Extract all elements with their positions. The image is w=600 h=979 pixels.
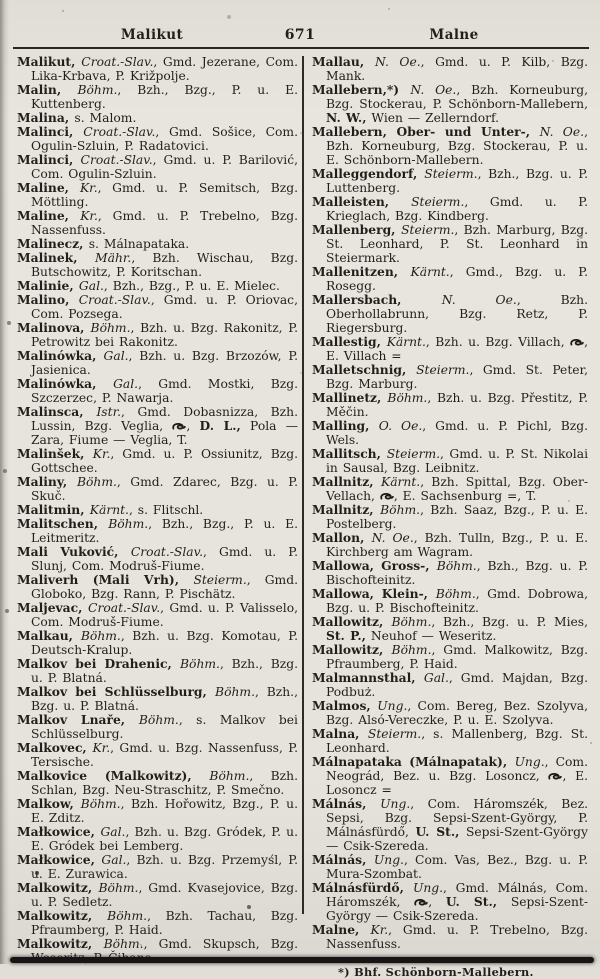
- entry-text: Ung.: [514, 755, 545, 769]
- gazetteer-entry: [312, 125, 588, 167]
- gazetteer-entry: [312, 293, 588, 335]
- gazetteer-entry: [17, 293, 298, 321]
- entry-text: Istr.: [96, 405, 121, 419]
- gazetteer-entry: [17, 657, 298, 685]
- gazetteer-entry: [17, 279, 298, 293]
- gazetteer-entry: [17, 321, 298, 349]
- entry-text: U. St.,: [415, 824, 460, 839]
- entry-text: Mallenberg,: [312, 222, 402, 237]
- entry-text: Malkovice (Malkowitz),: [17, 768, 210, 783]
- entry-text: Kr.: [92, 447, 111, 461]
- gazetteer-entry: [312, 335, 588, 363]
- right-column-entries: [312, 55, 588, 951]
- entry-text: Mallon,: [312, 530, 372, 545]
- gazetteer-entry: [312, 531, 588, 559]
- entry-text: Böhm.: [98, 881, 139, 895]
- entry-text: , Gmd. u. P. St. Nikolai in Sausal, Bzg. Leibnitz.: [326, 447, 588, 475]
- gazetteer-entry: [17, 685, 298, 713]
- gazetteer-entry: [312, 83, 588, 125]
- entry-text: Böhm.: [108, 517, 149, 531]
- scan-artifact-left-edge: [0, 0, 9, 964]
- entry-text: , Bzh., Bzg., P. u. E. Leitmeritz.: [31, 517, 298, 545]
- entry-text: Malitschen,: [17, 516, 109, 531]
- entry-text: , Gmd. u. P. Trebelno, Bzg. Nassenfuss.: [31, 209, 299, 237]
- entry-text: , Gmd. u. P. Kilb, Bzg. Mank.: [326, 55, 588, 83]
- entry-text: , Gmd. u. Bzg. Nassenfuss, P. Tersische.: [31, 741, 298, 769]
- right-column: [312, 55, 588, 979]
- entry-text: Malinci,: [17, 124, 84, 139]
- entry-text: U. St.,: [445, 894, 498, 909]
- entry-text: Mallowitz,: [312, 642, 392, 657]
- entry-text: Mallersbach,: [312, 292, 442, 307]
- gazetteer-entry: [17, 601, 298, 629]
- entry-text: Gal.: [100, 825, 126, 839]
- entry-text: Steierm.: [193, 573, 247, 587]
- entry-text: Malinova,: [17, 320, 91, 335]
- entry-text: Sepsi-Szent-György — Csik-Szereda.: [326, 895, 588, 923]
- entry-text: , Bzh. u. Bzg. Villach,: [425, 335, 571, 349]
- entry-text: Croat.-Slav.: [81, 55, 154, 69]
- header-rule: [13, 47, 589, 49]
- entry-text: Böhm.: [80, 629, 121, 643]
- entry-text: Mallebern, Ober- und Unter-,: [312, 124, 540, 139]
- entry-text: , Gmd. Zdarec, Bzg. u. P. Skuč.: [31, 475, 298, 503]
- entry-text: , Gmd. Malkowitz, Bzg. Pfraumberg, P. Haid.: [326, 643, 588, 671]
- entry-text: Steierm.: [411, 195, 465, 209]
- gazetteer-entry: [17, 55, 298, 83]
- entry-text: N. Oe.: [441, 293, 517, 307]
- entry-text: Malkov bei Drahenic,: [17, 656, 180, 671]
- entry-text: St. P.,: [326, 628, 366, 643]
- gazetteer-entry: [17, 797, 298, 825]
- entry-text: , Gmd. Skupsch, Bzg.: [143, 937, 298, 951]
- entry-text: Malikut,: [17, 54, 82, 69]
- entry-text: Kärnt.: [386, 335, 426, 349]
- gazetteer-entry: [312, 265, 588, 293]
- entry-text: Croat.-Slav.: [130, 545, 203, 559]
- entry-text: Böhm.: [215, 685, 255, 699]
- gazetteer-entry: [312, 223, 588, 265]
- page-number: 671: [284, 27, 316, 43]
- entry-text: Kärnt.: [410, 265, 450, 279]
- entry-text: Malkov Lnaře,: [17, 712, 139, 727]
- gazetteer-entry: [312, 559, 588, 587]
- entry-text: Malkau,: [17, 628, 81, 643]
- entry-text: Böhm.: [435, 587, 476, 601]
- entry-text: , Gmd. Sošice, Com. Ogulin-Szluin, P. Radatovici.: [31, 125, 298, 153]
- entry-text: Gal.: [101, 853, 127, 867]
- gazetteer-entry: [17, 503, 298, 517]
- entry-text: Malinówka,: [17, 348, 104, 363]
- gazetteer-entry: [17, 545, 298, 573]
- gazetteer-entry: [17, 573, 298, 601]
- gazetteer-entry: [312, 419, 588, 447]
- gazetteer-entry: [17, 181, 298, 209]
- entry-text: Böhm.: [107, 909, 148, 923]
- entry-text: Mallebern,*): [312, 82, 411, 97]
- entry-text: , Bzh. Hořowitz, Bzg., P. u. E. Zditz.: [31, 797, 298, 825]
- entry-text: Malkov bei Schlüsselburg,: [17, 684, 216, 699]
- entry-text: Malling,: [312, 418, 379, 433]
- entry-text: , Bzh., Bzg. u. P. Bischofteinitz.: [326, 559, 588, 587]
- entry-text: , Gmd. u. P. Valisselo, Com. Modruš-Fiume.: [31, 601, 299, 629]
- entry-text: Málnásfürdő,: [312, 880, 413, 895]
- entry-text: Neuhof — Weseritz.: [365, 629, 497, 643]
- entry-text: N. Oe.: [375, 55, 421, 69]
- posthorn-icon: [380, 492, 394, 501]
- entry-text: , Bzh. Spittal, Bzg. Ober-Vellach,: [326, 475, 588, 503]
- entry-text: D. L.,: [199, 418, 241, 433]
- entry-text: Malne,: [312, 922, 371, 937]
- header-catchword-right: Malne: [429, 27, 479, 43]
- entry-text: , Bzh., Bzg. u. P. Blatná.: [31, 685, 298, 713]
- column-divider: [302, 56, 304, 914]
- entry-text: Steierm.: [401, 223, 455, 237]
- entry-text: , Bzh. Schlan, Bzg. Neu-Straschitz, P. Smečno.: [31, 769, 298, 797]
- gazetteer-entry: [17, 447, 298, 475]
- entry-text: Maline,: [17, 208, 81, 223]
- entry-text: , Gmd. u. P. Oriovac, Com. Pozsega.: [31, 293, 298, 321]
- entry-text: Malmannsthal,: [312, 670, 424, 685]
- entry-text: Mallenitzen,: [312, 264, 411, 279]
- entry-text: , s. Flitschl.: [128, 503, 204, 517]
- entry-text: , Bzh. u. Bzg. Przemyśl, P. u. E. Zurawica.: [31, 853, 298, 881]
- gazetteer-entry: [17, 125, 298, 153]
- entry-text: Mali Vuković,: [17, 544, 131, 559]
- gazetteer-entry: [312, 797, 588, 853]
- entry-text: Málnapataka (Málnapatak),: [312, 754, 515, 769]
- entry-text: Małkowice,: [17, 824, 101, 839]
- entry-text: , Bzh. u. Bzg. Komotau, P. Deutsch-Kralup.: [31, 629, 298, 657]
- gazetteer-entry: [312, 881, 588, 923]
- entry-text: , E. Losoncz =: [326, 769, 588, 797]
- posthorn-icon: [172, 422, 186, 431]
- entry-text: , Bzh. Oberhollabrunn, Bzg. Retz, P. Riegersburg.: [326, 293, 588, 335]
- entry-text: Böhm.: [138, 713, 179, 727]
- entry-text: , Bzh. Tachau, Bzg. Pfraumberg, P. Haid.: [31, 909, 298, 937]
- left-column-entries: [17, 55, 298, 965]
- entry-text: Kr.: [80, 209, 98, 223]
- gazetteer-entry: [17, 237, 298, 251]
- entry-text: , Bzh. Tulln, Bzg., P. u. E. Kirchberg am Wagram.: [326, 531, 588, 559]
- entry-text: Sepsi-Szent-György — Csik-Szereda.: [326, 825, 589, 853]
- header-catchword-left: Malikut: [120, 27, 184, 43]
- posthorn-icon: [548, 772, 562, 781]
- entry-text: s. Malom.: [74, 111, 137, 125]
- gazetteer-entry: [312, 671, 588, 699]
- gazetteer-entry: [17, 909, 298, 937]
- entry-text: Malino,: [17, 292, 79, 307]
- entry-text: Ung.: [380, 797, 411, 811]
- entry-text: Málnás,: [312, 852, 374, 867]
- entry-text: Böhm.: [387, 391, 428, 405]
- entry-text: , Gmd. u. P. Semitsch, Bzg. Möttling.: [31, 181, 299, 209]
- gazetteer-entry: [312, 615, 588, 643]
- entry-text: Malmos,: [312, 698, 378, 713]
- gazetteer-entry: [312, 391, 588, 419]
- gazetteer-entry: [17, 405, 298, 447]
- entry-text: Malinsca,: [17, 404, 97, 419]
- gazetteer-entry: [17, 349, 298, 377]
- entry-text: , Bzh. u. Bzg. Brzozów, P. Jasienica.: [31, 349, 299, 377]
- entry-text: Böhm.: [391, 615, 432, 629]
- gazetteer-entry: [17, 111, 298, 125]
- gazetteer-entry: [312, 55, 588, 83]
- entry-text: Böhm.: [436, 559, 477, 573]
- gazetteer-entry: [17, 517, 298, 545]
- entry-text: Maline,: [17, 180, 80, 195]
- gazetteer-entry: [17, 825, 298, 853]
- gazetteer-entry: [312, 587, 588, 615]
- entry-text: Maliny,: [17, 474, 77, 489]
- gazetteer-entry: [312, 475, 588, 503]
- entry-text: , Bzh., Bzg. u. P. Luttenberg.: [326, 167, 588, 195]
- gazetteer-entry: [312, 503, 588, 531]
- entry-text: , Bzh. u. Bzg. Přestitz, P. Měčin.: [326, 391, 588, 419]
- entry-text: Mallowitz,: [312, 614, 392, 629]
- entry-text: Böhm.: [77, 83, 118, 97]
- entry-text: Kärnt.: [89, 503, 129, 517]
- entry-text: , s. Malkov bei Schlüsselburg.: [31, 713, 298, 741]
- posthorn-icon: [414, 898, 428, 907]
- entry-text: Malinówka,: [17, 376, 114, 391]
- footnote: [312, 965, 588, 979]
- entry-text: Croat.-Slav.: [88, 601, 161, 615]
- entry-text: N. W.,: [326, 110, 367, 125]
- entry-text: Maljevac,: [17, 600, 89, 615]
- entry-text: , Gmd. u. P. Krieglach, Bzg. Kindberg.: [326, 195, 588, 223]
- entry-text: Malinšek,: [17, 446, 93, 461]
- entry-text: Kr.: [370, 923, 389, 937]
- entry-text: Böhm.: [391, 643, 432, 657]
- entry-text: Malitmin,: [17, 502, 90, 517]
- entry-text: Mallnitz,: [312, 502, 381, 517]
- gazetteer-entry: [312, 195, 588, 223]
- entry-text: Böhm.: [180, 657, 220, 671]
- entry-text: , E. Villach =: [326, 335, 588, 363]
- gazetteer-entry: [17, 853, 298, 881]
- entry-text: Malkowitz,: [17, 908, 108, 923]
- entry-text: Malkovec,: [17, 740, 93, 755]
- entry-text: , Gmd. u. P. Barilović, Com. Ogulin-Szluin.: [31, 153, 298, 181]
- entry-text: Gal.: [423, 671, 449, 685]
- entry-text: Malinecz,: [17, 236, 89, 251]
- gazetteer-entry: [312, 447, 588, 475]
- entry-text: Ung.: [377, 699, 408, 713]
- entry-text: , Bzh., Bzg., P. u. E. Mielec.: [103, 279, 280, 293]
- entry-text: Böhm.: [209, 769, 250, 783]
- entry-text: , Gmd. u. P. Slunj, Com. Modruš-Fiume.: [31, 545, 298, 573]
- footnote-marker: *): [338, 965, 350, 979]
- entry-text: Mallowa, Klein-,: [312, 586, 436, 601]
- gazetteer-entry: [312, 643, 588, 671]
- entry-text: Mallestig,: [312, 334, 387, 349]
- entry-text: , Gmd., Bzg. u. P. Rosegg.: [326, 265, 588, 293]
- entry-text: Croat.-Slav.: [83, 125, 156, 139]
- entry-text: Böhm.: [103, 937, 144, 951]
- entry-text: Malleggendorf,: [312, 166, 425, 181]
- entry-text: , Gmd. Málnás, Com. Háromszék,: [326, 881, 589, 909]
- entry-text: Croat.-Slav.: [78, 293, 151, 307]
- entry-text: Małkowice,: [17, 852, 102, 867]
- entry-text: Mallitsch,: [312, 446, 387, 461]
- entry-text: Kr.: [92, 741, 111, 755]
- entry-text: Mallinetz,: [312, 390, 388, 405]
- entry-text: , Bzh. Saaz, Bzg., P. u. E. Postelberg.: [326, 503, 588, 531]
- entry-text: , Bzh. Korneuburg, Bzg. Stockerau, P. u. E. Schönborn-Mallebern.: [326, 125, 588, 167]
- entry-text: O. Oe.: [378, 419, 423, 433]
- entry-text: Malna,: [312, 726, 368, 741]
- posthorn-icon: [570, 338, 584, 347]
- entry-text: , Gmd. Dobrowa, Bzg. u. P. Bischofteinitz.: [326, 587, 588, 615]
- entry-text: Steierm.: [416, 363, 470, 377]
- entry-text: N. Oe.: [410, 83, 457, 97]
- gazetteer-entry: [17, 251, 298, 279]
- entry-text: Malinie,: [17, 278, 79, 293]
- gazetteer-entry: [17, 153, 298, 181]
- gazetteer-entry: [312, 363, 588, 391]
- gazetteer-entry: [17, 881, 298, 909]
- entry-text: s. Málnapataka.: [88, 237, 190, 251]
- entry-text: , Gmd. Dobasnizza, Bzh. Lussin, Bzg. Veglia,: [31, 405, 298, 433]
- gazetteer-entry: [312, 699, 588, 727]
- entry-text: N. Oe.: [539, 125, 585, 139]
- entry-text: Wien — Zellerndorf.: [366, 111, 499, 125]
- entry-text: Maliverh (Mali Vrh),: [17, 572, 194, 587]
- entry-text: Böhm.: [76, 475, 117, 489]
- gazetteer-entry: [17, 377, 298, 405]
- entry-text: Mallau,: [312, 54, 375, 69]
- entry-text: , Gmd. Jezerane, Com. Lika-Krbava, P. Križpolje.: [31, 55, 298, 83]
- entry-text: Malinek,: [17, 250, 96, 265]
- entry-text: Steierm.: [367, 727, 422, 741]
- entry-text: , Bzh. Wischau, Bzg. Butschowitz, P. Koritschan.: [31, 251, 298, 279]
- left-column: [17, 55, 298, 965]
- entry-text: Pola — Zara, Fiume — Veglia, T.: [31, 419, 299, 447]
- entry-text: Malkowitz,: [17, 936, 104, 951]
- entry-text: Böhm.: [380, 503, 421, 517]
- entry-text: Mallowa, Gross-,: [312, 558, 437, 573]
- entry-text: Gal.: [113, 377, 139, 391]
- entry-text: , E. Sachsenburg =, T.: [393, 489, 537, 503]
- entry-text: Böhm.: [90, 321, 131, 335]
- entry-text: Malina,: [17, 110, 75, 125]
- entry-text: , Gmd. Globoko, Bzg. Rann, P. Pischätz.: [31, 573, 298, 601]
- gazetteer-entry: [17, 713, 298, 741]
- entry-text: Malin,: [17, 82, 78, 97]
- entry-text: Málnás,: [312, 796, 381, 811]
- entry-text: Ung.: [373, 853, 404, 867]
- gazetteer-entry: [312, 727, 588, 755]
- entry-text: , Gmd. Majdan, Bzg. Podbuż.: [326, 671, 588, 699]
- entry-text: , Bzh. u. Bzg. Rakonitz, P. Petrowitz bei Rakonitz.: [31, 321, 298, 349]
- entry-text: Böhm.: [80, 797, 121, 811]
- entry-text: Malletschnig,: [312, 362, 417, 377]
- entry-text: , Bzh., Bzg. u. P. Mies,: [431, 615, 589, 629]
- gazetteer-entry: [312, 755, 588, 797]
- gazetteer-entry: [312, 853, 588, 881]
- entry-text: Gal.: [78, 279, 104, 293]
- entry-text: Malleisten,: [312, 194, 412, 209]
- gazetteer-entry: [17, 209, 298, 237]
- entry-text: , Bzh. Marburg, Bzg. St. Leonhard, P. St. Leonhard in Steiermark.: [326, 223, 589, 265]
- entry-text: , Bzh. Korneuburg, Bzg. Stockerau, P. Schönborn-Mallebern,: [326, 83, 588, 111]
- entry-text: , Gmd. St. Peter, Bzg. Marburg.: [326, 363, 588, 391]
- entry-text: , s. Mallenberg, Bzg. St. Leonhard.: [326, 727, 588, 755]
- scan-artifact-specks: [0, 0, 2, 2]
- entry-text: , Gmd. u. P. Ossiunitz, Bzg. Gottschee.: [31, 447, 298, 475]
- entry-text: Malkow,: [17, 796, 81, 811]
- entry-text: , Bzh., Bzg. u. P. Blatná.: [31, 657, 298, 685]
- entry-text: ,: [428, 895, 446, 909]
- entry-text: , Com. Bereg, Bez. Szolyva, Bzg. Alsó-Vereczke, P. u. E. Szolyva.: [326, 699, 588, 727]
- scan-artifact-bottom-bar: [10, 957, 594, 963]
- entry-text: Gal.: [103, 349, 129, 363]
- entry-text: Malkowitz,: [17, 880, 99, 895]
- entry-text: Steierm.: [386, 447, 441, 461]
- entry-text: , Bzh., Bzg., P. u. E. Kuttenberg.: [31, 83, 298, 111]
- entry-text: , Gmd. Kvasejovice, Bzg. u. P. Sedletz.: [31, 881, 298, 909]
- entry-text: Kärnt.: [381, 475, 421, 489]
- entry-text: Mähr.: [95, 251, 132, 265]
- entry-text: , Com. Háromszék, Bez. Sepsi, Bzg. Sepsi-Szent-György, P. Málnásfürdő,: [326, 797, 588, 839]
- gazetteer-entry: [17, 475, 298, 503]
- entry-text: ,: [186, 419, 200, 433]
- gazetteer-entry: [17, 629, 298, 657]
- entry-text: , Bzh. u. Bzg. Gródek, P. u. E. Gródek bei Lemberg.: [31, 825, 298, 853]
- entry-text: , Gmd. u. P. Pichl, Bzg. Wels.: [326, 419, 588, 447]
- entry-text: , Com. Vas, Bez., Bzg. u. P. Mura-Szombat.: [326, 853, 588, 881]
- entry-text: Mallnitz,: [312, 474, 382, 489]
- footnote-text: Bhf. Schönborn-Mallebern.: [354, 965, 534, 979]
- gazetteer-entry: [17, 769, 298, 797]
- entry-text: , Com. Neográd, Bez. u. Bzg. Losoncz,: [326, 755, 589, 783]
- gazetteer-entry: [17, 741, 298, 769]
- entry-text: Malinci,: [17, 152, 81, 167]
- entry-text: Ung.: [412, 881, 444, 895]
- gazetteer-entry: [17, 83, 298, 111]
- entry-text: Steierm.: [424, 167, 478, 181]
- entry-text: Kr.: [79, 181, 98, 195]
- gazetteer-entry: [312, 167, 588, 195]
- entry-text: N. Oe.: [371, 531, 414, 545]
- entry-text: , Gmd. Mostki, Bzg. Szczerzec, P. Nawarja.: [31, 377, 298, 405]
- entry-text: , Gmd. u. P. Trebelno, Bzg. Nassenfuss.: [326, 923, 589, 951]
- entry-text: Croat.-Slav.: [80, 153, 153, 167]
- gazetteer-entry: [312, 923, 588, 951]
